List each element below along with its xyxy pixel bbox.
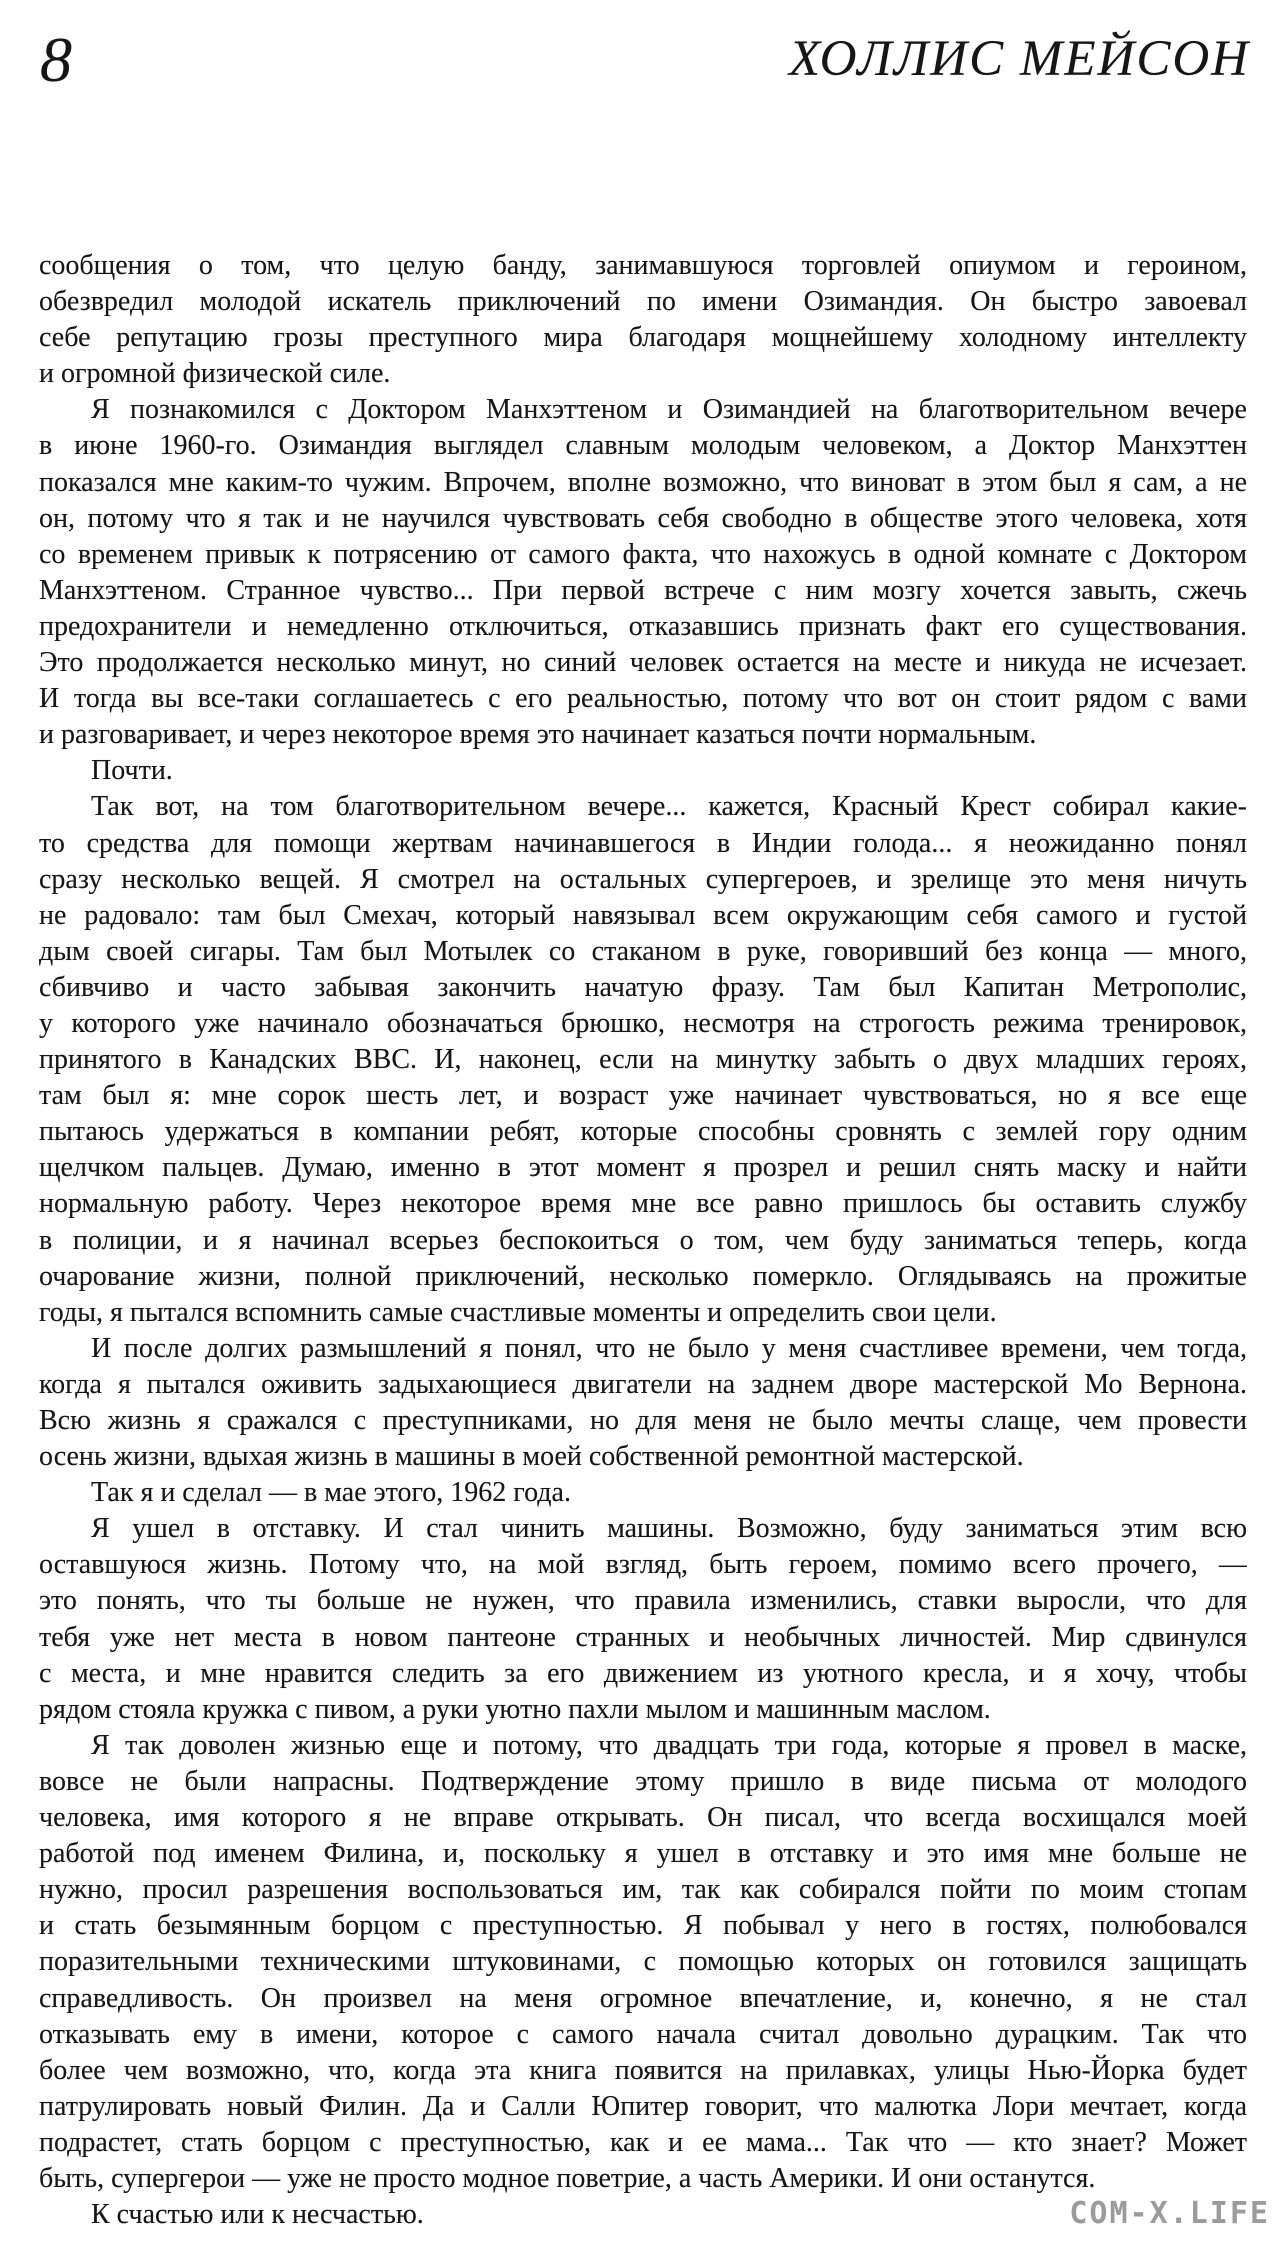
paragraph [39, 2197, 1247, 2233]
running-header: ХОЛЛИС МЕЙСОН [789, 31, 1250, 87]
text-line: не радовало: там был Смехач, который навязывал всем окружающим себя самого и густой [39, 899, 1247, 931]
text-line: Я так доволен жизнью еще и потому, что двадцать три года, которые я провел в маске, [91, 1729, 1247, 1761]
paragraph [39, 392, 1247, 753]
text-line: себе репутацию грозы преступного мира благодаря мощнейшему холодному интеллекту [39, 322, 1247, 354]
text-line: он, потому что я так и не научился чувствовать себя свободно в обществе этого человека, хотя [39, 502, 1247, 534]
text-line: в июне 1960-го. Озимандия выглядел славным молодым человеком, а Доктор Манхэттен [39, 430, 1247, 462]
paragraph [39, 1511, 1247, 1728]
text-line: Почти. [91, 755, 173, 787]
text-line: оставшуюся жизнь. Потому что, на мой взгляд, быть героем, помимо всего прочего, — [39, 1549, 1247, 1581]
watermark: COM-X.LIFE [1069, 2196, 1270, 2231]
text-line: у которого уже начинало обозначаться брюшко, несмотря на строгость режима тренировок, [39, 1007, 1247, 1039]
text-line: работой под именем Филина, и, поскольку я ушел в отставку и это имя мне больше не [39, 1838, 1247, 1870]
text-line: более чем возможно, что, когда эта книга появится на прилавках, улицы Нью-Йорка будет [39, 2054, 1247, 2086]
text-line: сразу несколько вещей. Я смотрел на остальных супергероев, и зрелище это меня ничуть [39, 863, 1247, 895]
text-line: Манхэттеном. Странное чувство... При первой встрече с ним мозгу хочется завыть, сжечь [39, 574, 1247, 606]
text-line: и стать безымянным борцом с преступностью. Я побывал у него в гостях, полюбовался [39, 1910, 1247, 1942]
text-line: со временем привык к потрясению от самого факта, что нахожусь в одной комнате с Доктором [39, 538, 1247, 570]
text-line: осень жизни, вдыхая жизнь в машины в моей собственной ремонтной мастерской. [39, 1441, 1024, 1473]
text-line: принятого в Канадских ВВС. И, наконец, если на минутку забыть о двух младших героях, [39, 1044, 1247, 1076]
text-line: человека, имя которого я не вправе открывать. Он писал, что всегда восхищался моей [39, 1802, 1247, 1834]
text-line: Так вот, на том благотворительном вечере... кажется, Красный Крест собирал какие- [91, 791, 1247, 823]
text-line: Это продолжается несколько минут, но синий человек остается на месте и никуда не исчезает. [39, 647, 1247, 679]
paragraph [39, 1475, 1247, 1511]
paragraph [39, 1728, 1247, 2197]
text-line: в полиции, и я начинал всерьез беспокоиться о том, чем буду заниматься теперь, когда [39, 1224, 1247, 1256]
text-line: щелчком пальцев. Думаю, именно в этот момент я прозрел и решил снять маску и найти [39, 1152, 1247, 1184]
text-line: обезвредил молодой искатель приключений по имени Озимандия. Он быстро завоевал [39, 286, 1247, 318]
paragraph [39, 753, 1247, 789]
text-line: Я ушел в отставку. И стал чинить машины. Возможно, буду заниматься этим всю [91, 1513, 1247, 1545]
text-line: сообщения о том, что целую банду, занимавшуюся торговлей опиумом и героином, [39, 250, 1247, 281]
text-line: рядом стояла кружка с пивом, а руки уютно пахли мылом и машинным маслом. [39, 1693, 991, 1725]
text-line: там был я: мне сорок шесть лет, и возраст уже начинает чувствоваться, но я все еще [39, 1080, 1247, 1112]
text-line: подрастет, стать борцом с преступностью, как и ее мама... Так что — кто знает? Может [39, 2126, 1247, 2158]
text-line: и разговаривает, и через некоторое время это начинает казаться почти нормальным. [39, 719, 1037, 751]
text-line: быть, супергерои — уже не просто модное поветрие, а часть Америки. И они останутся. [39, 2162, 1096, 2194]
paragraph [39, 789, 1247, 1330]
text-line: Я познакомился с Доктором Манхэттеном и Озимандией на благотворительном вечере [91, 394, 1247, 426]
text-line: когда я пытался оживить задыхающиеся двигатели на заднем дворе мастерской Мо Вернона. [39, 1368, 1247, 1400]
paragraph [39, 248, 1247, 392]
text-line: справедливость. Он произвел на меня огромное впечатление, и, конечно, я не стал [39, 1982, 1247, 2014]
text-line: очарование жизни, полной приключений, несколько померкло. Оглядываясь на прожитые [39, 1260, 1247, 1292]
text-line: годы, я пытался вспомнить самые счастливые моменты и определить свои цели. [39, 1296, 997, 1328]
text-line: И после долгих размышлений я понял, что не было у меня счастливее времени, чем тогда, [91, 1332, 1247, 1364]
text-line: дым своей сигары. Там был Мотылек со стаканом в руке, говоривший без конца — много, [39, 935, 1247, 967]
text-line: и огромной физической силе. [39, 358, 391, 390]
text-line: сбивчиво и часто забывая закончить начатую фразу. Там был Капитан Метрополис, [39, 971, 1247, 1003]
text-line: отказывать ему в имени, которое с самого начала считал довольно дурацким. Так что [39, 2018, 1247, 2050]
page-number: 8 [40, 24, 72, 95]
text-line: патрулировать новый Филин. Да и Салли Юпитер говорит, что малютка Лори мечтает, когда [39, 2090, 1247, 2122]
text-line: тебя уже нет места в новом пантеоне странных и необычных личностей. Мир сдвинулся [39, 1621, 1247, 1653]
text-line: показался мне каким-то чужим. Впрочем, вполне возможно, что виноват в этом был я сам, а не [39, 466, 1247, 498]
text-line: это понять, что ты больше не нужен, что правила изменились, ставки выросли, что для [39, 1585, 1247, 1617]
paragraph [39, 1331, 1247, 1475]
text-line: поразительными техническими штуковинами, с помощью которых он готовился защищать [39, 1946, 1247, 1978]
text-line: Всю жизнь я сражался с преступниками, но для меня не было мечты слаще, чем провести [39, 1405, 1247, 1436]
text-line: К счастью или к несчастью. [91, 2199, 424, 2231]
text-line: то средства для помощи жертвам начинавшегося в Индии голода... я неожиданно понял [39, 827, 1247, 859]
text-line: предохранители и немедленно отключиться, отказавшись признать факт его существования. [39, 610, 1247, 642]
text-line: нужно, просил разрешения воспользоваться им, так как собирался пойти по моим стопам [39, 1874, 1247, 1906]
body-text [39, 248, 1247, 2233]
text-line: Так я и сделал — в мае этого, 1962 года. [91, 1477, 571, 1509]
text-line: нормальную работу. Через некоторое время мне все равно пришлось бы оставить службу [39, 1188, 1247, 1220]
text-line: с места, и мне нравится следить за его движением из уютного кресла, и я хочу, чтобы [39, 1657, 1247, 1689]
text-line: пытаюсь удержаться в компании ребят, которые способны сровнять с землей гору одним [39, 1116, 1247, 1148]
text-line: вовсе не были напрасны. Подтверждение этому пришло в виде письма от молодого [39, 1765, 1247, 1797]
text-line: И тогда вы все-таки соглашаетесь с его реальностью, потому что вот он стоит рядом с вами [39, 683, 1247, 715]
